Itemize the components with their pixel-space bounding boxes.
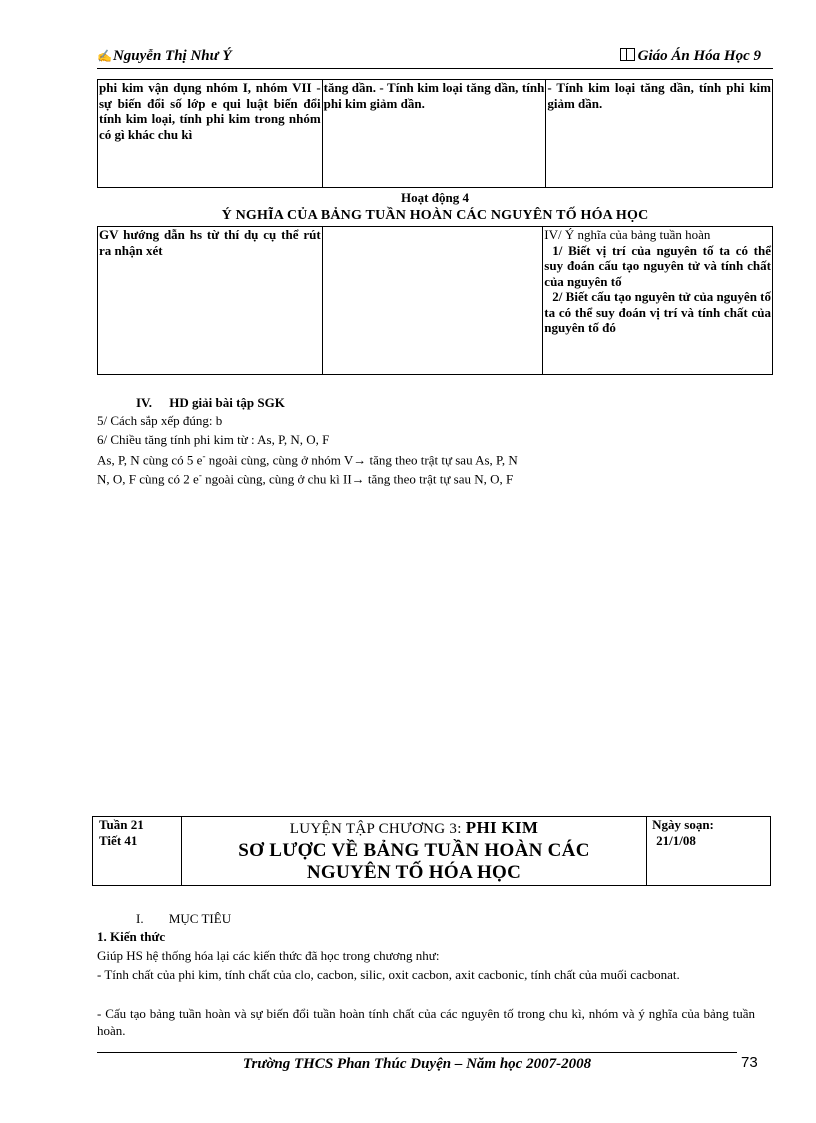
subsection-knowledge: 1. Kiến thức (97, 929, 166, 944)
exercise-6-explain-2 (97, 470, 513, 487)
table2-content-title: IV/ Ý nghĩa của bảng tuần hoàn (544, 227, 711, 242)
page-number: 73 (741, 1054, 758, 1071)
table1-content-cell: - Tính kim loại tăng dần, tính phi kim giảm dần. (546, 80, 773, 188)
explain-1-part-b: ngoài cùng, cùng ở nhóm V (205, 452, 354, 468)
objective-bullet-2: - Cấu tạo bảng tuần hoàn và sự biến đổi tuần hoàn tính chất của các nguyên tố trong chu kì, nhóm và ý nghĩa của bảng tuần hoàn. (97, 1006, 755, 1038)
arrow-right-icon: → (353, 452, 367, 468)
explain-2-part-c: tăng theo trật tự sau N, O, F (364, 471, 514, 487)
section-iv-title: HD giải bài tập SGK (169, 395, 285, 410)
objective-intro: Giúp HS hệ thống hóa lại các kiến thức đã học trong chương như: (97, 948, 440, 963)
electron-superscript: - (202, 451, 206, 461)
activity-4-table (97, 226, 773, 375)
lesson-date-label: Ngày soạn: (652, 817, 714, 832)
lesson-header-box (92, 816, 771, 886)
section-iv-numeral: IV. (136, 395, 153, 410)
table2-content-cell (543, 227, 773, 375)
exercise-6-explain-1 (97, 451, 518, 468)
section-i-title: MỤC TIÊU (168, 911, 232, 926)
table1-teacher-cell: phi kim vận dụng nhóm I, nhóm VII - sự biến đổi số lớp e qui luật biến đổi tính kim loại, tính phi kim trong nhóm có gì khác chu kì (98, 80, 323, 188)
page-header (97, 46, 773, 69)
explain-1-part-c: tăng theo trật tự sau As, P, N (366, 452, 518, 468)
table2-content-point-1: 1/ Biết vị trí của nguyên tố ta có thể suy đoán cấu tạo nguyên tử và tính chất của nguyên tố (544, 242, 771, 289)
electron-superscript: - (198, 470, 202, 480)
section-iv-heading (136, 395, 285, 411)
table2-content-point-2: 2/ Biết cấu tạo nguyên tử của nguyên tố ta có thể suy đoán vị trí và tính chất của nguyên tố đó (544, 289, 771, 335)
lesson-date-cell (647, 817, 771, 886)
lesson-title-prefix: LUYỆN TẬP CHƯƠNG 3: (289, 821, 466, 837)
author-name: Nguyễn Thị Như Ý (112, 48, 232, 64)
footer-divider (97, 1052, 737, 1053)
lesson-date-value: 21/1/08 (656, 832, 696, 848)
exercise-5: 5/ Cách sắp xếp đúng: b (97, 413, 223, 428)
objective-bullet-1: - Tính chất của phi kim, tính chất của clo, cacbon, silic, oxit cacbon, axit cacbonic, tính chất của muối cacbonat. (97, 967, 680, 982)
lesson-title-line-2: SƠ LƯỢC VỀ BẢNG TUẦN HOÀN CÁC (238, 840, 590, 861)
header-doc-title (620, 48, 761, 65)
doc-title: Giáo Án Hóa Học 9 (637, 48, 761, 64)
footer-school: Trường THCS Phan Thúc Duyện – Năm học 2007-2008 (242, 1056, 592, 1072)
book-icon (620, 48, 635, 61)
lesson-title-line-1 (183, 817, 645, 840)
lesson-title-bold: PHI KIM (465, 818, 539, 837)
exercise-6: 6/ Chiều tăng tính phi kim từ : As, P, N, O, F (97, 432, 330, 447)
explain-2-part-b: ngoài cùng, cùng ở chu kì II (201, 471, 352, 487)
lesson-title-cell (181, 817, 646, 886)
table1-student-cell: tăng dần. - Tính kim loại tăng dần, tính phi kim giảm dần. (322, 80, 546, 188)
table2-student-cell (322, 227, 543, 375)
explain-1-part-a: As, P, N cùng có 5 e (97, 452, 203, 468)
lesson-title-line-3: NGUYÊN TỐ HÓA HỌC (306, 862, 522, 883)
activity-4-label: Hoạt động 4 (401, 190, 469, 205)
activity-4-title: Ý NGHĨA CỦA BẢNG TUẦN HOÀN CÁC NGUYÊN TỐ HÓA HỌC (221, 208, 649, 223)
section-i-numeral: I. (136, 911, 144, 926)
lesson-period: Tiết 41 (99, 832, 138, 848)
activity-table-continued (97, 79, 773, 188)
section-i-heading (136, 911, 231, 927)
explain-2-part-a: N, O, F cùng có 2 e (97, 471, 199, 487)
pen-icon: ✍ (97, 49, 112, 63)
table2-teacher-cell: GV hướng dẫn hs từ thí dụ cụ thể rút ra nhận xét (98, 227, 323, 375)
header-author (97, 48, 232, 65)
lesson-week: Tuần 21 (99, 817, 144, 832)
lesson-week-cell (93, 817, 182, 886)
arrow-right-icon: → (351, 471, 365, 487)
